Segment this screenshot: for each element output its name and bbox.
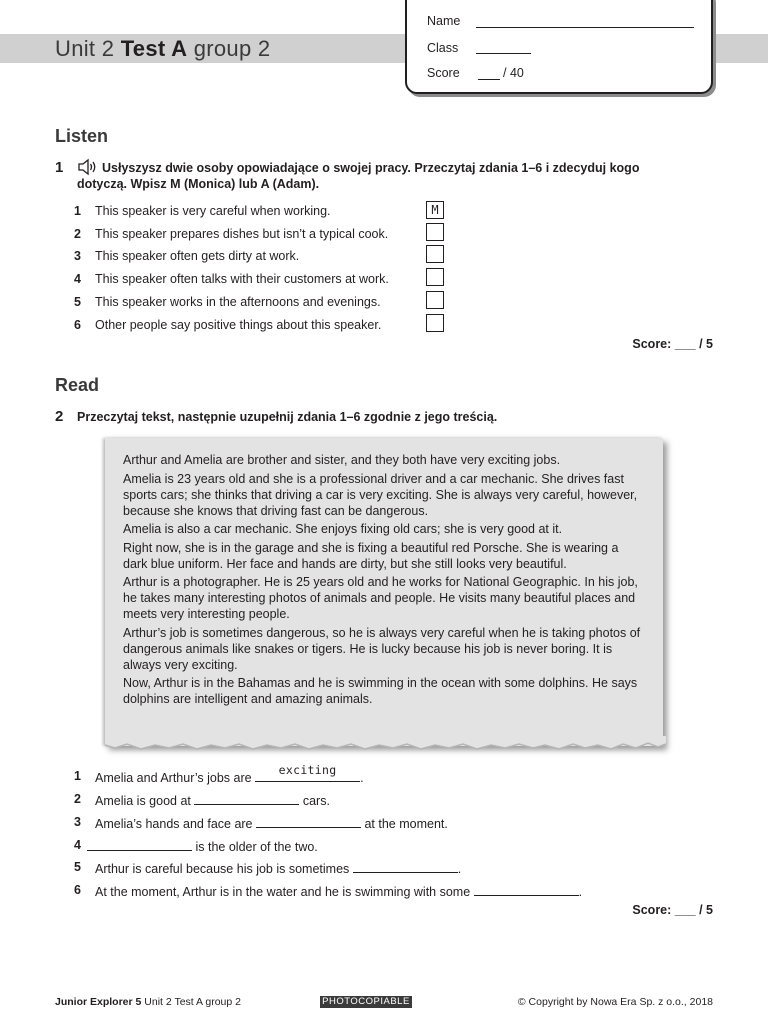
reading-paragraph: Arthur is a photographer. He is 25 years old and he works for National Geographic. In his job, he takes many interesting photos of animals and people. He visits many beautiful places and meets very interesting people. (123, 575, 638, 621)
answer-blank[interactable] (194, 792, 299, 805)
answer-blank[interactable]: exciting (255, 769, 360, 782)
listen-item-text: Other people say positive things about this speaker. (95, 318, 382, 332)
exercise-2-number: 2 (55, 408, 64, 425)
torn-paper-edge (103, 736, 668, 756)
listen-item-number: 2 (74, 227, 81, 241)
answer-blank[interactable] (256, 815, 361, 828)
listen-answer-box[interactable]: M (426, 201, 444, 219)
answer-blank[interactable] (353, 860, 458, 873)
total-score-max: / 40 (503, 66, 524, 80)
student-info-box (405, 0, 713, 94)
read-item-sentence: At the moment, Arthur is in the water and he is swimming with some . (95, 885, 583, 899)
answer-blank[interactable] (87, 838, 192, 851)
read-item-number: 1 (74, 769, 81, 783)
reading-paragraph: Now, Arthur is in the Bahamas and he is swimming in the ocean with some dolphins. He says dolphins are intelligent and amazing animals. (123, 676, 638, 706)
class-label: Class (427, 41, 459, 55)
listen-item-text: This speaker prepares dishes but isn’t a typical cook. (95, 227, 389, 241)
listen-item-text: This speaker works in the afternoons and evenings. (95, 295, 381, 309)
reading-paragraph: Arthur and Amelia are brother and sister, and they both have very exciting jobs. (123, 453, 561, 467)
read-item-number: 3 (74, 815, 81, 829)
listen-item-text: This speaker often gets dirty at work. (95, 249, 300, 263)
read-item-sentence: Amelia’s hands and face are at the moment. (95, 817, 448, 831)
read-item-sentence: is the older of the two. (87, 838, 318, 854)
total-score-field[interactable] (478, 79, 500, 80)
listen-item-number: 1 (74, 204, 81, 218)
read-item-number: 6 (74, 883, 81, 897)
listen-item-number: 6 (74, 318, 81, 332)
exercise-1-instruction-line1: Usłyszysz dwie osoby opowiadające o swojej pracy. Przeczytaj zdania 1–6 i zdecyduj kogo (102, 161, 640, 175)
listen-item-number: 5 (74, 295, 81, 309)
read-item-number: 2 (74, 792, 81, 806)
exercise-2-instruction: Przeczytaj tekst, następnie uzupełnij zdania 1–6 zgodnie z jego treścią. (77, 410, 498, 424)
listen-answer-box[interactable] (426, 268, 444, 286)
page-title: Unit 2 Test A group 2 (55, 36, 271, 61)
speaker-audio-icon[interactable] (77, 157, 99, 177)
listen-section-title: Listen (55, 126, 109, 146)
read-item-sentence: Amelia and Arthur’s jobs are exciting . (95, 763, 364, 785)
reading-paragraph: Right now, she is in the garage and she is fixing a beautiful red Porsche. She is wearing a dark blue uniform. Her face and hands are dirty, but she still looks very beautiful. (123, 540, 619, 571)
read-section-title: Read (55, 375, 100, 395)
read-score: Score: ___ / 5 (632, 903, 713, 917)
name-field[interactable] (476, 27, 694, 28)
read-item-number: 4 (74, 838, 81, 852)
reading-paragraph: Amelia is 23 years old and she is a professional driver and a car mechanic. She drives fast sports cars; she thinks that driving a car is very exciting. She is always very careful, however, because she knows that driving fast can be dangerous. (123, 471, 638, 518)
listen-score: Score: ___ / 5 (632, 337, 713, 351)
listen-item-number: 4 (74, 272, 81, 286)
reading-paragraph: Amelia is also a car mechanic. She enjoys fixing old cars; she is very good at it. (123, 522, 563, 536)
footer-book-title: Junior Explorer 5 Unit 2 Test A group 2 (55, 996, 241, 1008)
listen-answer-box[interactable] (426, 223, 444, 241)
listen-item-number: 3 (74, 249, 81, 263)
listen-item-text: This speaker is very careful when working. (95, 204, 331, 218)
listen-answer-box[interactable] (426, 291, 444, 309)
read-item-number: 5 (74, 860, 81, 874)
listen-answer-box[interactable] (426, 314, 444, 332)
listen-item-text: This speaker often talks with their customers at work. (95, 272, 389, 286)
exercise-1-number: 1 (55, 159, 64, 176)
footer-copyright: © Copyright by Nowa Era Sp. z o.o., 2018 (517, 996, 713, 1008)
answer-blank[interactable] (474, 883, 579, 896)
reading-text (123, 452, 645, 710)
exercise-1-instruction-line2: dotyczą. Wpisz M (Monica) lub A (Adam). (77, 177, 320, 191)
score-label: Score (427, 66, 460, 80)
read-item-sentence: Amelia is good at cars. (95, 794, 330, 808)
reading-paragraph: Arthur’s job is sometimes dangerous, so he is always very careful when he is taking photos of dangerous animals like snakes or tigers. He is lucky because his job is never boring. It is always very exciting. (123, 625, 641, 672)
listen-answer-box[interactable] (426, 245, 444, 263)
photocopiable-badge: PHOTOCOPIABLE (320, 996, 412, 1008)
name-label: Name (427, 14, 461, 28)
read-item-sentence: Arthur is careful because his job is sometimes . (95, 862, 462, 876)
class-field[interactable] (476, 53, 531, 54)
